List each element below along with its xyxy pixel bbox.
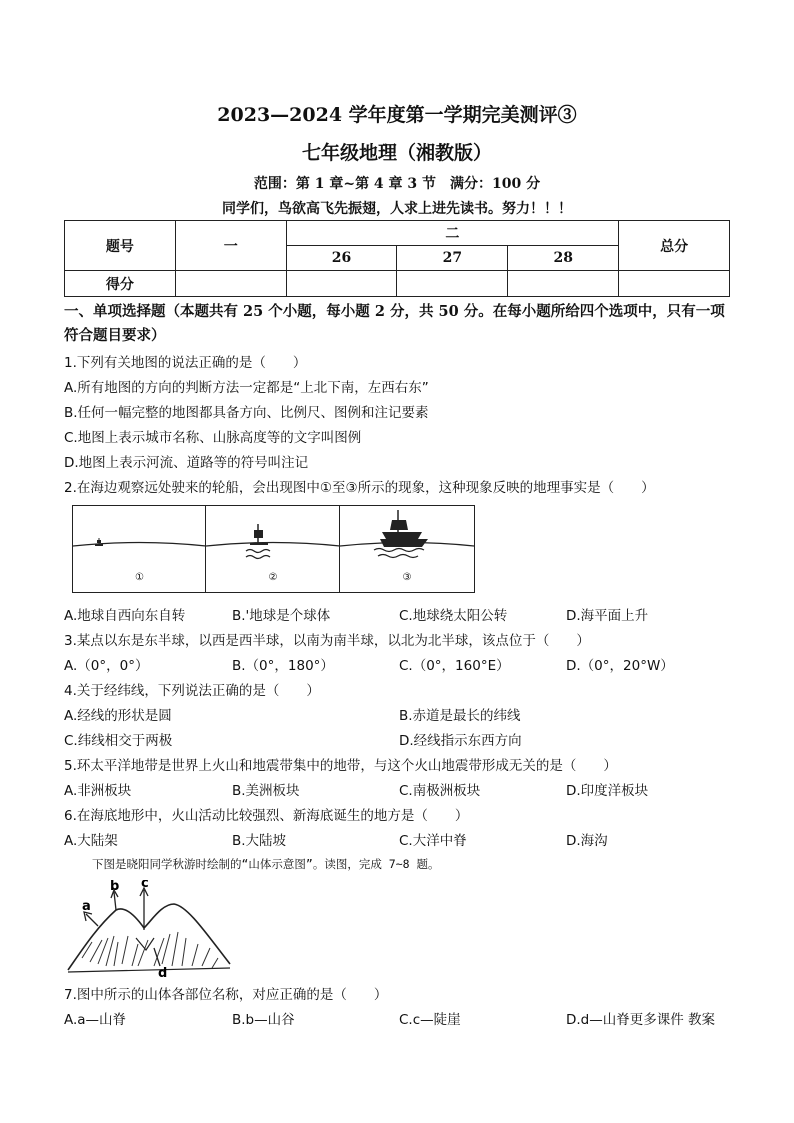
q4-option-a: A.经线的形状是圆 bbox=[64, 708, 172, 724]
score-header-27: 27 bbox=[397, 246, 508, 271]
q1-option-a: A.所有地图的方向的判断方法一定都是“上北下南，左西右东” bbox=[64, 380, 429, 396]
q7-option-a: A.a—山脊 bbox=[64, 1012, 127, 1028]
score-header-tihao: 题号 bbox=[65, 221, 176, 271]
exam-range: 范围：第 1 章~第 4 章 3 节 满分：100 分 bbox=[253, 176, 541, 192]
q4-stem: 4.关于经纬线，下列说法正确的是（ ） bbox=[64, 683, 320, 699]
exam-title: 2023—2024 学年度第一学期完美测评③ bbox=[217, 104, 577, 126]
score-cell-28[interactable] bbox=[508, 271, 619, 297]
q7-stem: 7.图中所示的山体各部位名称，对应正确的是（ ） bbox=[64, 987, 388, 1003]
q1-option-d: D.地图上表示河流、道路等的符号叫注记 bbox=[64, 455, 309, 471]
q6-option-c: C.大洋中脊 bbox=[399, 833, 467, 849]
q2-option-c: C.地球绕太阳公转 bbox=[399, 608, 508, 624]
q5-option-a: A.非洲板块 bbox=[64, 783, 132, 799]
q5-option-b: B.美洲板块 bbox=[232, 783, 300, 799]
mountain-label-a: a bbox=[82, 899, 91, 914]
q7-option-c: C.c—陡崖 bbox=[399, 1012, 461, 1028]
score-header-total: 总分 bbox=[619, 221, 730, 271]
ship-figure-label-3: ③ bbox=[402, 572, 412, 583]
q3-stem: 3.某点以东是东半球，以西是西半球，以南为南半球，以北为北半球，该点位于（ ） bbox=[64, 633, 590, 649]
q1-option-b: B.任何一幅完整的地图都具备方向、比例尺、图例和注记要素 bbox=[64, 405, 429, 421]
mountain-label-d: d bbox=[158, 966, 168, 980]
q3-option-a: A.（0°，0°） bbox=[64, 658, 149, 674]
exam-motto: 同学们，鸟欲高飞先振翅，人求上进先读书。努力！！！ bbox=[222, 201, 572, 217]
q4-option-d: D.经线指示东西方向 bbox=[399, 733, 522, 749]
score-row-label: 得分 bbox=[65, 271, 176, 297]
score-header-part-two: 二 bbox=[286, 221, 619, 246]
q7-option-d: D.d—山脊更多课件 教案 bbox=[566, 1012, 716, 1028]
score-header-26: 26 bbox=[286, 246, 397, 271]
score-cell-total[interactable] bbox=[619, 271, 730, 297]
ship-figure-label-2: ② bbox=[268, 572, 278, 583]
q6-option-d: D.海沟 bbox=[566, 833, 608, 849]
q3-option-b: B.（0°，180°） bbox=[232, 658, 334, 674]
q6-option-a: A.大陆架 bbox=[64, 833, 118, 849]
ship-figure-label-1: ① bbox=[135, 572, 144, 583]
q2-option-b: B.'地球是个球体 bbox=[232, 608, 331, 624]
q5-option-d: D.印度洋板块 bbox=[566, 783, 649, 799]
q4-option-b: B.赤道是最长的纬线 bbox=[399, 708, 521, 724]
score-cell-26[interactable] bbox=[286, 271, 397, 297]
score-table bbox=[64, 220, 730, 297]
q5-option-c: C.南极洲板块 bbox=[399, 783, 481, 799]
score-header-28: 28 bbox=[508, 246, 619, 271]
score-cell-one[interactable] bbox=[175, 271, 286, 297]
score-cell-27[interactable] bbox=[397, 271, 508, 297]
exam-subtitle: 七年级地理（湘教版） bbox=[301, 142, 492, 164]
ship-figure-panel-2 bbox=[205, 505, 341, 593]
q7-8-intro-note: 下图是晓阳同学秋游时绘制的“山体示意图”。读图，完成 7~8 题。 bbox=[92, 857, 440, 871]
q2-stem: 2.在海边观察远处驶来的轮船，会出现图中①至③所示的现象，这种现象反映的地理事实是（ ） bbox=[64, 480, 655, 496]
section-one-heading: 一、单项选择题（本题共有 25 个小题，每小题 2 分，共 50 分。在每小题所给四个选项中，只有一项符合题目要求） bbox=[64, 303, 725, 344]
q2-option-a: A.地球自西向东自转 bbox=[64, 608, 186, 624]
q5-stem: 5.环太平洋地带是世界上火山和地震带集中的地带，与这个火山地震带形成无关的是（ ） bbox=[64, 758, 617, 774]
score-header-part-one: 一 bbox=[175, 221, 286, 271]
q3-option-d: D.（0°，20°W） bbox=[566, 658, 674, 674]
q1-option-c: C.地图上表示城市名称、山脉高度等的文字叫图例 bbox=[64, 430, 362, 446]
mountain-sketch-figure bbox=[62, 880, 242, 980]
q4-option-c: C.纬线相交于两极 bbox=[64, 733, 173, 749]
mountain-label-b: b bbox=[110, 880, 120, 894]
ship-figure-panel-3 bbox=[339, 505, 475, 593]
q6-stem: 6.在海底地形中，火山活动比较强烈、新海底诞生的地方是（ ） bbox=[64, 808, 469, 824]
ship-figure-panel-1 bbox=[72, 505, 207, 593]
q3-option-c: C.（0°，160°E） bbox=[399, 658, 510, 674]
q6-option-b: B.大陆坡 bbox=[232, 833, 287, 849]
q1-stem: 1.下列有关地图的说法正确的是（ ） bbox=[64, 355, 307, 371]
mountain-label-c: c bbox=[141, 880, 149, 891]
q7-option-b: B.b—山谷 bbox=[232, 1012, 295, 1028]
q2-option-d: D.海平面上升 bbox=[566, 608, 649, 624]
